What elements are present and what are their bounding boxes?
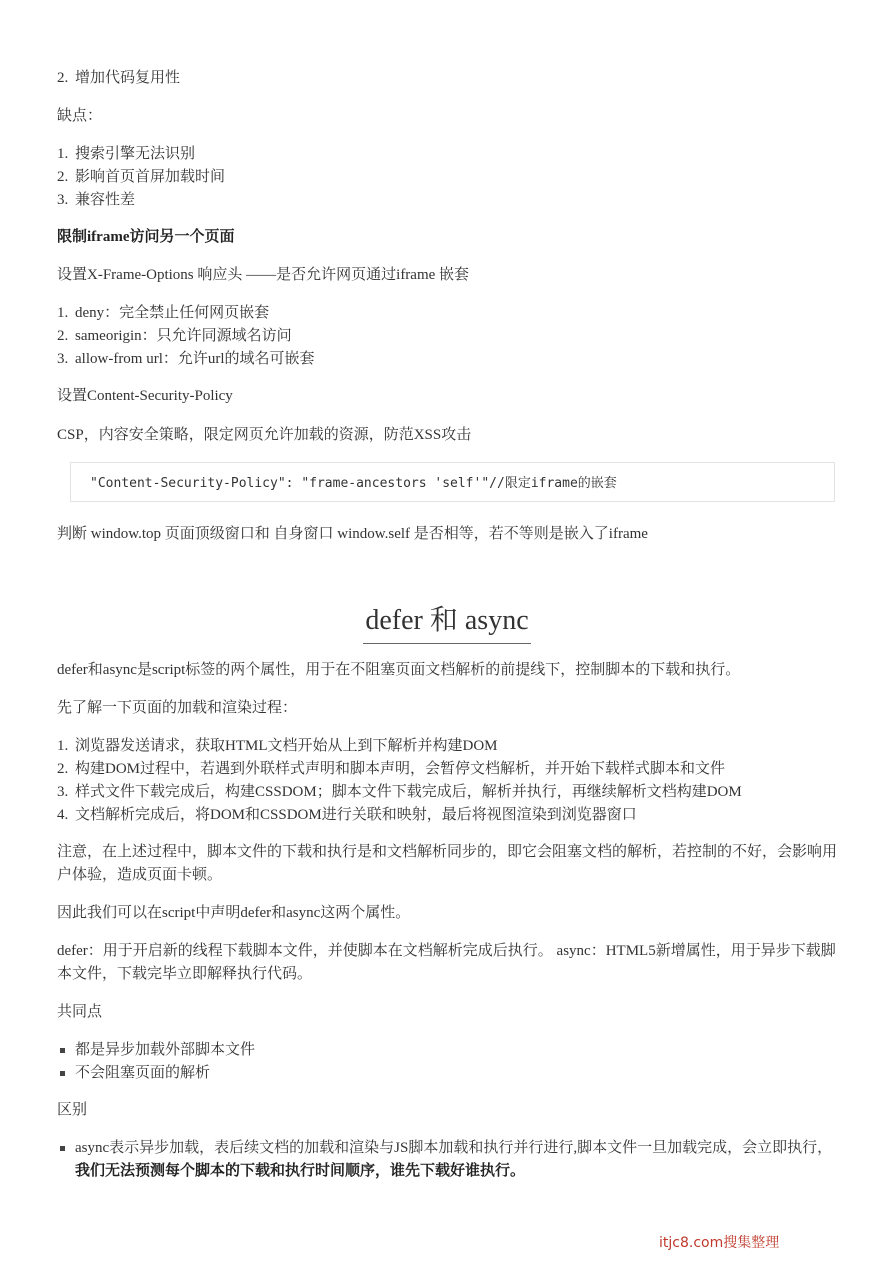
list-item xyxy=(57,67,837,90)
list-item xyxy=(57,804,837,827)
list-text: 浏览器发送请求，获取HTML文档开始从上到下解析并构建DOM xyxy=(75,738,498,754)
list-item xyxy=(57,758,837,781)
diff-list xyxy=(57,1137,837,1183)
bullet-icon xyxy=(60,1071,65,1076)
xfo-paragraph: 设置X-Frame-Options 响应头 ——是否允许网页通过iframe 嵌套 xyxy=(57,267,470,283)
cons-list xyxy=(57,143,837,212)
process-list xyxy=(57,735,837,827)
list-item xyxy=(57,781,837,804)
list-item xyxy=(57,325,837,348)
list-item xyxy=(57,1039,837,1062)
list-number: 2. xyxy=(57,70,69,86)
list-number: 4. xyxy=(57,807,69,823)
diff-label: 区别 xyxy=(57,1102,88,1118)
list-number: 3. xyxy=(57,351,69,367)
section-heading xyxy=(57,603,837,644)
list-number: 2. xyxy=(57,328,69,344)
common-label: 共同点 xyxy=(57,1004,103,1020)
list-text: 影响首页首屏加载时间 xyxy=(75,169,226,185)
bullet-icon xyxy=(60,1146,65,1151)
note-paragraph: 注意，在上述过程中，脚本文件的下载和执行是和文档解析同步的，即它会阻塞文档的解析，若控制的不好，会影响用户体验，造成页面卡顿。 xyxy=(57,844,838,883)
restrict-heading: 限制iframe访问另一个页面 xyxy=(57,229,235,245)
list-number: 2. xyxy=(57,169,69,185)
list-item xyxy=(57,735,837,758)
list-item xyxy=(57,166,837,189)
csp-set-paragraph: 设置Content-Security-Policy xyxy=(57,388,233,404)
bullet-icon xyxy=(60,1048,65,1053)
list-number: 2. xyxy=(57,761,69,777)
list-text: sameorigin：只允许同源域名访问 xyxy=(75,328,292,344)
list-text: allow-from url：允许url的域名可嵌套 xyxy=(75,351,315,367)
cons-label: 缺点： xyxy=(57,108,103,124)
window-top-paragraph: 判断 window.top 页面顶级窗口和 自身窗口 window.self 是否相等，若不等则是嵌入了iframe xyxy=(57,526,648,542)
list-item xyxy=(57,348,837,371)
list-item xyxy=(57,143,837,166)
common-list xyxy=(57,1039,837,1085)
process-intro-paragraph: 先了解一下页面的加载和渲染过程： xyxy=(57,700,298,716)
list-number: 1. xyxy=(57,738,69,754)
list-text-bold: 我们无法预测每个脚本的下载和执行时间顺序，谁先下载好谁执行。 xyxy=(75,1163,526,1179)
list-text: 都是异步加载外部脚本文件 xyxy=(75,1042,256,1058)
defer-intro-paragraph: defer和async是script标签的两个属性，用于在不阻塞页面文档解析的前提线下，控制脚本的下载和执行。 xyxy=(57,662,741,678)
watermark: itjc8.com搜集整理 xyxy=(659,1235,780,1251)
list-text: 增加代码复用性 xyxy=(75,70,181,86)
list-number: 1. xyxy=(57,146,69,162)
list-item xyxy=(57,1062,837,1085)
list-text: 样式文件下载完成后，构建CSSDOM；脚本文件下载完成后，解析并执行，再继续解析文档构建DOM xyxy=(75,784,742,800)
list-number: 1. xyxy=(57,305,69,321)
list-item xyxy=(57,302,837,325)
list-text: 不会阻塞页面的解析 xyxy=(75,1065,211,1081)
list-text: 搜索引擎无法识别 xyxy=(75,146,196,162)
code-block xyxy=(70,462,835,502)
list-text: async表示异步加载，表后续文档的加载和渲染与JS脚本加载和执行并行进行,脚本文件一旦加载完成，会立即执行， xyxy=(75,1140,833,1156)
defer-async-paragraph: defer：用于开启新的线程下载脚本文件，并使脚本在文档解析完成后执行。 async：HTML5新增属性，用于异步下载脚本文件，下载完毕立即解释执行代码。 xyxy=(57,943,836,982)
csp-desc-paragraph: CSP，内容安全策略，限定网页允许加载的资源，防范XSS攻击 xyxy=(57,427,472,443)
list-number: 3. xyxy=(57,784,69,800)
advantages-list xyxy=(57,67,837,90)
list-number: 3. xyxy=(57,192,69,208)
list-text: 兼容性差 xyxy=(75,192,136,208)
list-item xyxy=(57,189,837,212)
list-item xyxy=(57,1137,837,1183)
list-text: 文档解析完成后，将DOM和CSSDOM进行关联和映射，最后将视图渲染到浏览器窗口 xyxy=(75,807,637,823)
therefore-paragraph: 因此我们可以在script中声明defer和async这两个属性。 xyxy=(57,905,411,921)
list-text: 构建DOM过程中，若遇到外联样式声明和脚本声明，会暂停文档解析，并开始下载样式脚本和文件 xyxy=(75,761,726,777)
code-line: "Content-Security-Policy": "frame-ancestors 'self'"//限定iframe的嵌套 xyxy=(90,476,617,491)
section-title: defer 和 async xyxy=(363,603,530,644)
xfo-list xyxy=(57,302,837,371)
list-text: deny：完全禁止任何网页嵌套 xyxy=(75,305,270,321)
